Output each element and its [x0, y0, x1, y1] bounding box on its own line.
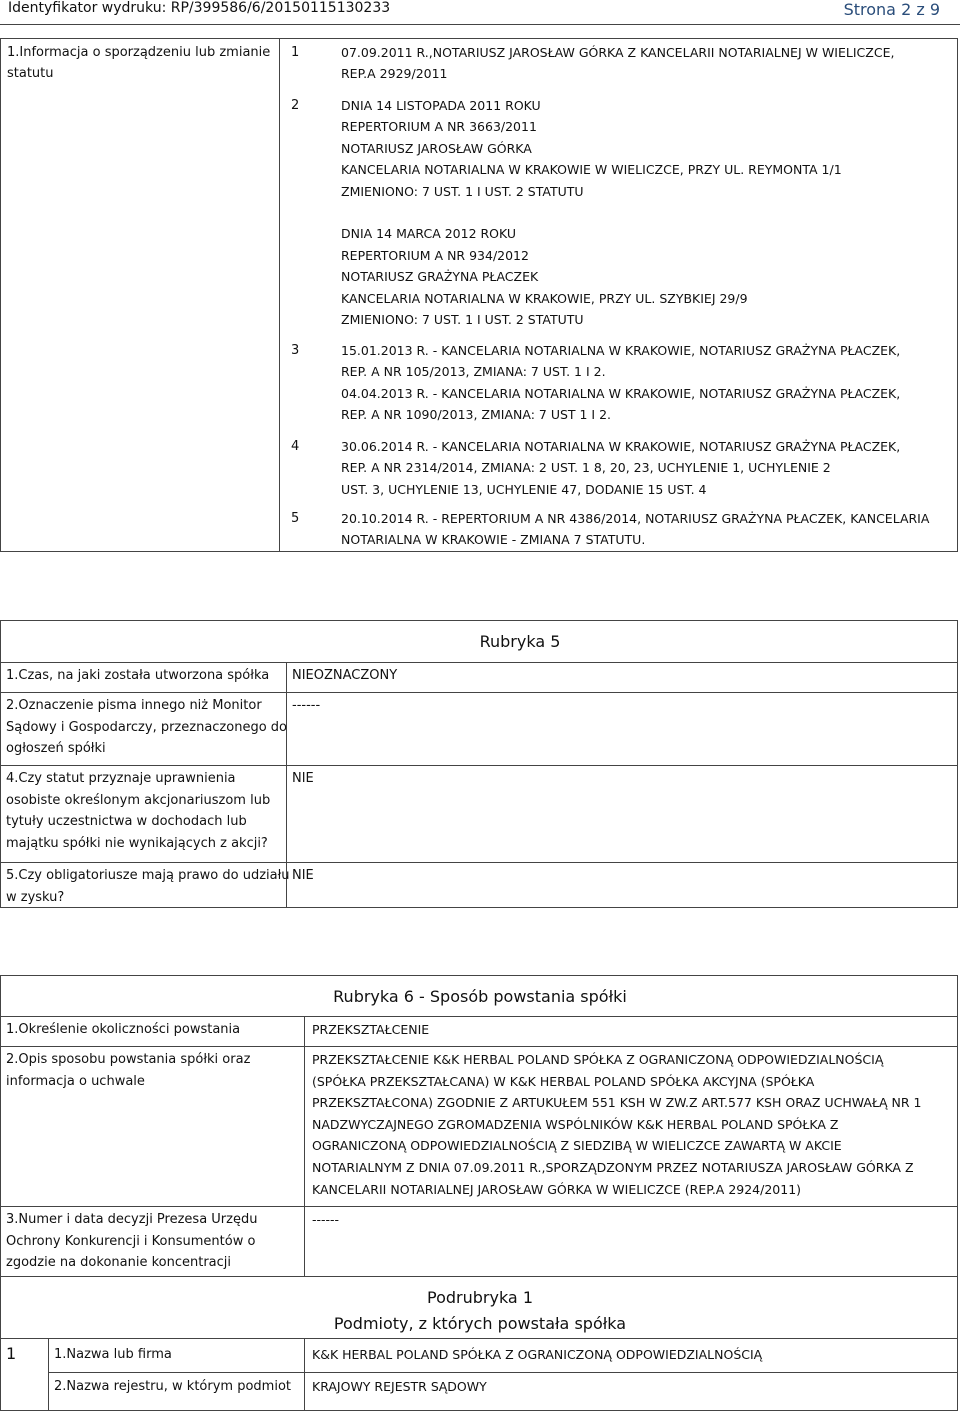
entry-line: 07.09.2011 R.,NOTARIUSZ JAROSŁAW GÓRKA Z KANCELARII NOTARIALNEJ W WIELICZCE, [341, 45, 895, 60]
field-value: NOTARIALNYM Z DNIA 07.09.2011 R.,SPORZĄDZONYM PRZEZ NOTARIUSZA JAROSŁAW GÓRKA Z [312, 1160, 914, 1175]
row-divider [0, 765, 958, 766]
entry-number: 3 [291, 343, 300, 358]
row-divider [0, 692, 958, 693]
rubryka6-title: Rubryka 6 - Sposób powstania spółki [333, 987, 627, 1006]
entry-number: 4 [291, 439, 300, 454]
row-divider [0, 1206, 958, 1207]
print-identifier: Identyfikator wydruku: RP/399586/6/20150115130233 [8, 0, 391, 16]
field-label: zgodzie na dokonanie koncentracji [6, 1255, 232, 1270]
column-divider [279, 38, 280, 552]
column-divider [304, 1338, 305, 1411]
entry-number: 5 [291, 511, 300, 526]
row-divider [0, 662, 958, 663]
entry-line: ZMIENIONO: 7 UST. 1 I UST. 2 STATUTU [341, 312, 584, 327]
field-label: osobiste określonym akcjonariuszom lub [6, 792, 271, 808]
entry-line: REPERTORIUM A NR 3663/2011 [341, 119, 537, 135]
entry-line: NOTARIUSZ JAROSŁAW GÓRKA [341, 140, 532, 156]
field-value: (SPÓŁKA PRZEKSZTAŁCANA) W K&K HERBAL POLAND SPÓŁKA AKCYJNA (SPÓŁKA [312, 1073, 815, 1089]
row-divider [0, 1276, 958, 1277]
subsection-subtitle: Podmioty, z których powstała spółka [333, 1314, 627, 1333]
entry-line: NOTARIALNA W KRAKOWIE - ZMIANA 7 STATUTU. [341, 532, 646, 548]
entry-line: 30.06.2014 R. - KANCELARIA NOTARIALNA W KRAKOWIE, NOTARIUSZ GRAŻYNA PŁACZEK, [341, 439, 901, 454]
row-divider [0, 1338, 958, 1339]
field-label: w zysku? [6, 889, 65, 905]
row-divider [0, 1016, 958, 1017]
subject-number: 1 [6, 1344, 17, 1363]
field-value: OGRANICZONĄ ODPOWIEDZIALNOŚCIĄ Z SIEDZIBĄ W WIELICZCE ZAWARTĄ W AKCIE [312, 1138, 842, 1154]
field-label: 1.Czas, na jaki została utworzona spółka [6, 668, 270, 683]
column-divider [304, 1016, 305, 1276]
field-label: Sądowy i Gospodarczy, przeznaczonego do [6, 719, 287, 735]
section-label-cont: statutu [7, 66, 54, 81]
field-label: informacja o uchwale [6, 1073, 145, 1089]
entry-number: 2 [291, 98, 300, 113]
field-label: 5.Czy obligatoriusze mają prawo do udziału [6, 868, 290, 883]
entry-line: UST. 3, UCHYLENIE 13, UCHYLENIE 47, DODANIE 15 UST. 4 [341, 481, 707, 497]
subject-field-label: 1.Nazwa lub firma [54, 1347, 172, 1362]
field-value: NIE [292, 771, 314, 786]
field-value: PRZEKSZTAŁCENIE [312, 1022, 430, 1037]
header-divider [0, 24, 960, 25]
field-value: PRZEKSZTAŁCENIE K&K HERBAL POLAND SPÓŁKA Z OGRANICZONĄ ODPOWIEDZIALNOŚCIĄ [312, 1052, 884, 1067]
entry-number: 1 [291, 45, 300, 60]
entry-line: NOTARIUSZ GRAŻYNA PŁACZEK [341, 269, 539, 285]
entry-line: 20.10.2014 R. - REPERTORIUM A NR 4386/2014, NOTARIUSZ GRAŻYNA PŁACZEK, KANCELARIA [341, 511, 930, 526]
entry-line: KANCELARIA NOTARIALNA W KRAKOWIE W WIELICZCE, PRZY UL. REYMONTA 1/1 [341, 162, 842, 178]
entry-line: REP. A NR 2314/2014, ZMIANA: 2 UST. 1 8, 20, 23, UCHYLENIE 1, UCHYLENIE 2 [341, 460, 831, 476]
row-divider [48, 1372, 958, 1373]
subsection-title: Podrubryka 1 [427, 1288, 533, 1307]
field-value: ------ [312, 1212, 340, 1227]
field-label: majątku spółki nie wynikających z akcji? [6, 835, 268, 851]
rubryka5-title: Rubryka 5 [479, 632, 561, 651]
entry-line: REP.A 2929/2011 [341, 66, 448, 82]
field-label: tytuły uczestnictwa w dochodach lub [6, 814, 247, 829]
field-label: Ochrony Konkurencji i Konsumentów o [6, 1233, 256, 1249]
field-value: NIE [292, 868, 314, 883]
entry-line: 04.04.2013 R. - KANCELARIA NOTARIALNA W KRAKOWIE, NOTARIUSZ GRAŻYNA PŁACZEK, [341, 385, 901, 401]
subject-field-label: 2.Nazwa rejestru, w którym podmiot [54, 1379, 291, 1394]
entry-line: REP. A NR 1090/2013, ZMIANA: 7 UST 1 I 2. [341, 407, 612, 423]
field-label: ogłoszeń spółki [6, 741, 106, 756]
field-value: NADZWYCZAJNEGO ZGROMADZENIA WSPÓLNIKÓW K&K HERBAL POLAND SPÓŁKA Z [312, 1116, 839, 1132]
field-value: ------ [292, 698, 321, 713]
row-divider [0, 862, 958, 863]
entry-line: DNIA 14 MARCA 2012 ROKU [341, 226, 517, 242]
entry-line: DNIA 14 LISTOPADA 2011 ROKU [341, 98, 541, 113]
entry-line: REPERTORIUM A NR 934/2012 [341, 247, 529, 263]
entry-line: REP. A NR 105/2013, ZMIANA: 7 UST. 1 I 2. [341, 364, 606, 380]
field-label: 2.Oznaczenie pisma innego niż Monitor [6, 698, 262, 713]
section-label: 1.Informacja o sporządzeniu lub zmianie [7, 45, 271, 60]
field-label: 4.Czy statut przyznaje uprawnienia [6, 771, 236, 786]
field-label: 1.Określenie okoliczności powstania [6, 1022, 241, 1037]
column-divider [48, 1338, 49, 1411]
entry-line: KANCELARIA NOTARIALNA W KRAKOWIE, PRZY UL. SZYBKIEJ 29/9 [341, 290, 748, 306]
page-number: Strona 2 z 9 [843, 0, 940, 19]
field-value: PRZEKSZTAŁCONA) ZGODNIE Z ARTUKUŁEM 551 KSH W ZW.Z ART.577 KSH ORAZ UCHWAŁĄ NR 1 [312, 1095, 922, 1111]
subject-field-value: KRAJOWY REJESTR SĄDOWY [312, 1379, 487, 1394]
entry-line: ZMIENIONO: 7 UST. 1 I UST. 2 STATUTU [341, 183, 584, 199]
entry-line: 15.01.2013 R. - KANCELARIA NOTARIALNA W KRAKOWIE, NOTARIUSZ GRAŻYNA PŁACZEK, [341, 343, 901, 358]
field-label: 2.Opis sposobu powstania spółki oraz [6, 1052, 251, 1067]
field-value: KANCELARII NOTARIALNEJ JAROSŁAW GÓRKA W WIELICZCE (REP.A 2924/2011) [312, 1181, 802, 1197]
row-divider [0, 1046, 958, 1047]
field-value: NIEOZNACZONY [292, 668, 398, 683]
subject-field-value: K&K HERBAL POLAND SPÓŁKA Z OGRANICZONĄ ODPOWIEDZIALNOŚCIĄ [312, 1347, 763, 1362]
field-label: 3.Numer i data decyzji Prezesa Urzędu [6, 1212, 258, 1227]
